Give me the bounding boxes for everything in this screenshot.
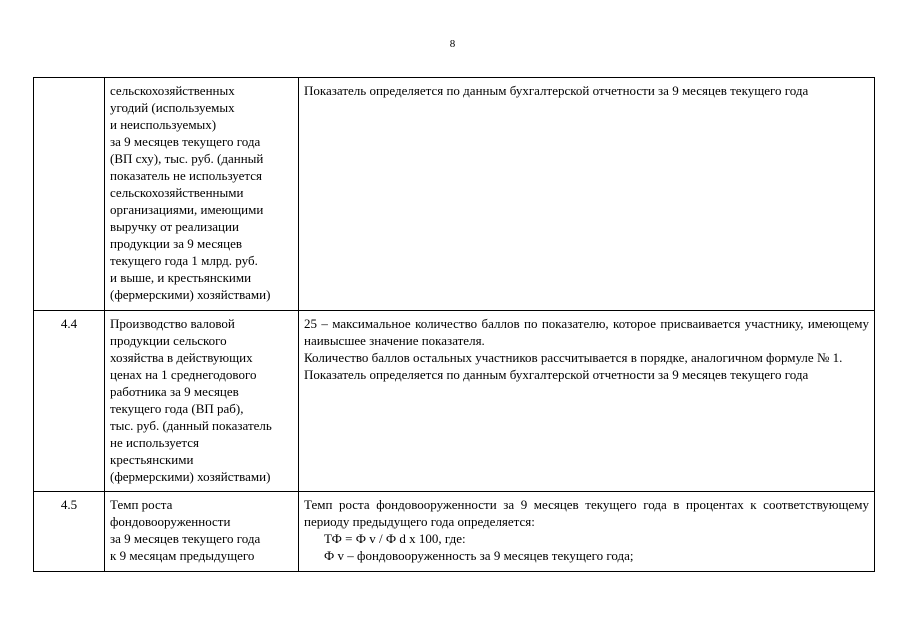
table-row bbox=[34, 311, 875, 492]
formula-line: ТФ = Ф v / Ф d х 100, где: bbox=[324, 531, 466, 546]
indicator-name-line: выручку от реализации bbox=[110, 219, 239, 234]
indicator-name-line: тыс. руб. (данный показатель bbox=[110, 418, 272, 433]
description-cell bbox=[299, 78, 875, 311]
indicator-name-line: Темп роста bbox=[110, 497, 173, 512]
description-cell bbox=[299, 492, 875, 572]
criteria-table bbox=[33, 77, 875, 572]
indicator-name-line: и выше, и крестьянскими bbox=[110, 270, 252, 285]
description-paragraph: 25 – максимальное количество баллов по показателю, которое присваивается участнику, имеющему наивысшее значение показателя. bbox=[304, 316, 869, 348]
description-paragraph: Показатель определяется по данным бухгалтерской отчетности за 9 месяцев текущего года bbox=[304, 83, 809, 98]
indicator-name-line: (фермерскими) хозяйствами) bbox=[110, 287, 271, 302]
indicator-name-line: ценах на 1 среднегодового bbox=[110, 367, 257, 382]
description-paragraph: Темп роста фондовооруженности за 9 месяцев текущего года в процентах к соответствующему периоду предыдущего года определяется: bbox=[304, 497, 869, 529]
indicator-name-line: крестьянскими bbox=[110, 452, 194, 467]
indicator-name-line: сельскохозяйственными bbox=[110, 185, 244, 200]
indicator-name-line: работника за 9 месяцев bbox=[110, 384, 239, 399]
table-row bbox=[34, 78, 875, 311]
indicator-name-cell bbox=[105, 311, 299, 492]
row-number-cell: 4.5 bbox=[34, 492, 105, 572]
indicator-name-line: за 9 месяцев текущего года bbox=[110, 134, 261, 149]
indicator-name-line: продукции сельского bbox=[110, 333, 227, 348]
row-number-cell: 4.4 bbox=[34, 311, 105, 492]
indicator-name-line: (ВП сху), тыс. руб. (данный bbox=[110, 151, 264, 166]
formula-definition-line: Ф v – фондовооруженность за 9 месяцев текущего года; bbox=[324, 548, 634, 563]
indicator-name-cell bbox=[105, 78, 299, 311]
indicator-name-line: и неиспользуемых) bbox=[110, 117, 217, 132]
indicator-name-line: текущего года 1 млрд. руб. bbox=[110, 253, 258, 268]
indicator-name-line: к 9 месяцам предыдущего bbox=[110, 548, 255, 563]
page-number: 8 bbox=[449, 38, 456, 50]
table-row bbox=[34, 492, 875, 572]
indicator-name-line: не используется bbox=[110, 435, 199, 450]
indicator-name-line: фондовооруженности bbox=[110, 514, 231, 529]
indicator-name-line: сельскохозяйственных bbox=[110, 83, 235, 98]
indicator-name-line: продукции за 9 месяцев bbox=[110, 236, 242, 251]
description-paragraph: Количество баллов остальных участников рассчитывается в порядке, аналогичном формуле № 1. bbox=[304, 350, 843, 365]
indicator-name-cell bbox=[105, 492, 299, 572]
description-paragraph: Показатель определяется по данным бухгалтерской отчетности за 9 месяцев текущего года bbox=[304, 367, 809, 382]
row-number-cell bbox=[34, 78, 105, 311]
indicator-name-line: текущего года (ВП раб), bbox=[110, 401, 244, 416]
indicator-name-line: хозяйства в действующих bbox=[110, 350, 253, 365]
indicator-name-line: Производство валовой bbox=[110, 316, 235, 331]
description-cell bbox=[299, 311, 875, 492]
indicator-name-line: угодий (используемых bbox=[110, 100, 235, 115]
indicator-name-line: организациями, имеющими bbox=[110, 202, 264, 217]
indicator-name-line: показатель не используется bbox=[110, 168, 262, 183]
indicator-name-line: (фермерскими) хозяйствами) bbox=[110, 469, 271, 484]
indicator-name-line: за 9 месяцев текущего года bbox=[110, 531, 261, 546]
